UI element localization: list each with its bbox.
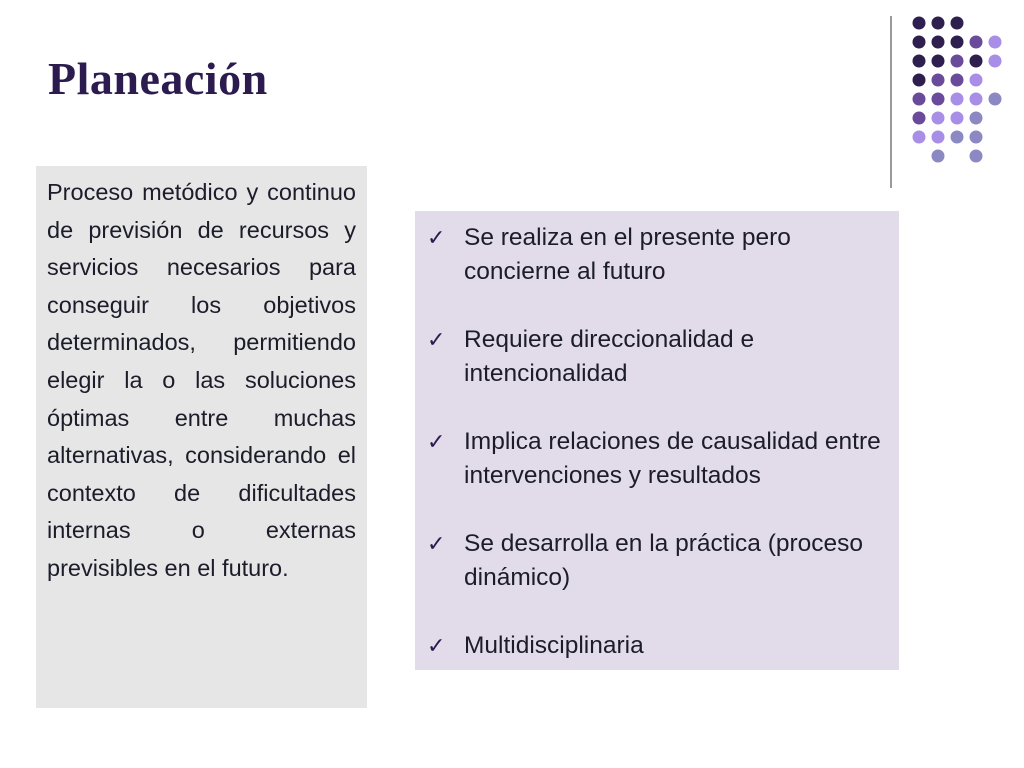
decorative-dot — [951, 17, 964, 30]
decorative-dot — [932, 74, 945, 87]
decorative-dot — [951, 93, 964, 106]
check-icon: ✓ — [427, 328, 446, 353]
decorative-dot — [932, 112, 945, 125]
decorative-dot — [970, 131, 983, 144]
decorative-dot — [913, 112, 926, 125]
decorative-dot — [970, 112, 983, 125]
definition-box — [36, 166, 367, 708]
check-icon: ✓ — [427, 226, 446, 251]
check-icon: ✓ — [427, 634, 446, 659]
feature-text: Se realiza en el presente pero concierne al futuro — [464, 224, 791, 285]
definition-text: Proceso metódico y continuo de previsión de recursos y servicios necesarios para conseguir los objetivos determinados, permitiendo elegir la o las soluciones óptimas entre muchas alternativas, considerando el contexto de dificultades internas o externas previsibles en el futuro. — [47, 179, 356, 581]
feature-text: Requiere direccionalidad e intencionalidad — [464, 326, 755, 387]
feature-item — [427, 221, 891, 288]
feature-item — [427, 425, 891, 492]
decorative-dot — [932, 36, 945, 49]
decorative-dot — [951, 131, 964, 144]
feature-text: Se desarrolla en la práctica (proceso dinámico) — [464, 530, 864, 591]
feature-item — [427, 323, 891, 390]
decorative-dot — [913, 131, 926, 144]
decorative-dot — [970, 150, 983, 163]
decorative-dot — [932, 131, 945, 144]
decorative-dot — [932, 17, 945, 30]
decorative-dot — [932, 150, 945, 163]
features-box — [415, 211, 899, 670]
decorative-dot — [989, 55, 1002, 68]
feature-item — [427, 629, 891, 663]
decorative-dot — [970, 93, 983, 106]
decorative-dot — [970, 55, 983, 68]
slide-title: Planeación — [48, 53, 268, 104]
vertical-divider-line — [890, 16, 892, 188]
decorative-dot — [913, 17, 926, 30]
decorative-dot — [951, 55, 964, 68]
decorative-dot — [913, 36, 926, 49]
check-icon: ✓ — [427, 532, 446, 557]
decorative-dot — [989, 36, 1002, 49]
feature-text: Implica relaciones de causalidad entre intervenciones y resultados — [464, 428, 881, 489]
decorative-dot — [951, 36, 964, 49]
decorative-dot — [932, 93, 945, 106]
decorative-dot — [932, 55, 945, 68]
decorative-dot — [913, 55, 926, 68]
decorative-dot — [970, 74, 983, 87]
decorative-dot — [951, 112, 964, 125]
features-list — [427, 221, 891, 663]
decorative-dot — [951, 74, 964, 87]
feature-item — [427, 527, 891, 594]
decorative-dot — [913, 74, 926, 87]
decorative-dot — [989, 93, 1002, 106]
decorative-dot — [970, 36, 983, 49]
feature-text: Multidisciplinaria — [464, 632, 644, 659]
decorative-dot — [913, 93, 926, 106]
check-icon: ✓ — [427, 430, 446, 455]
